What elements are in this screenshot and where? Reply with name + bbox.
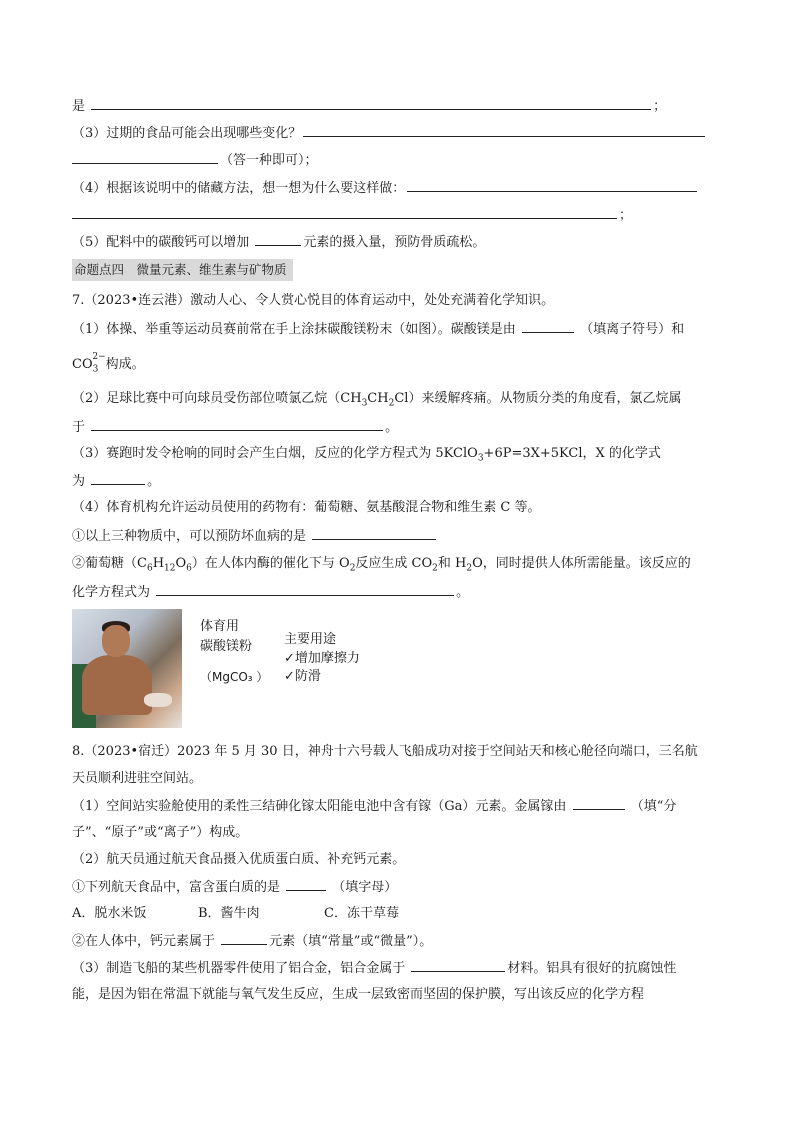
q7-p2-text-a: （2）足球比赛中可向球员受伤部位喷氯乙烷（CH xyxy=(72,391,362,406)
answer-blank[interactable] xyxy=(156,581,454,596)
answer-blank[interactable] xyxy=(72,149,218,164)
q7-p4-2-text-c: 反应生成 CO xyxy=(355,556,433,571)
q7-p4-1-text: ①以上三种物质中，可以预防坏血病的是 xyxy=(72,529,307,544)
q7-p2-text-tail: ）来缓解疼痛。从物质分类的角度看，氯乙烷属 xyxy=(408,391,682,406)
q7-p4-2-text-f: 化学方程式为 xyxy=(72,585,151,600)
answer-blank[interactable] xyxy=(72,204,617,219)
q7-p3-end: 。 xyxy=(147,474,161,489)
q7-p3-text-c: 为 xyxy=(72,474,86,489)
q7-p4-2-end: 。 xyxy=(456,585,470,600)
q8-p2-1-text-b: （填字母） xyxy=(332,880,398,895)
answer-blank[interactable] xyxy=(91,470,145,485)
q6-line1 xyxy=(72,95,722,117)
figure-uses-title: 主要用途 xyxy=(284,632,337,647)
q8-p1-cont: 子”、“原子”或“离子”）构成。 xyxy=(72,825,249,840)
option-b[interactable]: B．酱牛肉 xyxy=(198,906,260,921)
q7-p3: （3）赛跑时发令枪响的同时会产生白烟，反应的化学方程式为 5KClO$_3$+6P=3X+5KCl，X 的化学式 xyxy=(72,446,661,464)
q7-p2-cont xyxy=(72,416,722,438)
q8-options xyxy=(72,903,722,925)
q8-p1 xyxy=(72,795,722,817)
q7-intro: 7.（2023•连云港）激动人心、令人赏心悦目的体育运动中，处处充满着化学知识。 xyxy=(72,293,555,308)
q8-p2-1-text-a: ①下列航天食品中，富含蛋白质的是 xyxy=(72,880,281,895)
answer-blank[interactable] xyxy=(303,122,705,137)
q8-p2: （2）航天员通过航天食品摄入优质蛋白质、补充钙元素。 xyxy=(72,852,406,867)
q8-p1-text-a: （1）空间站实验舱使用的柔性三结砷化镓太阳能电池中含有镓（Ga）元素。金属镓由 xyxy=(72,799,567,814)
q6-p5 xyxy=(72,231,722,253)
q7-p3-cont xyxy=(72,470,722,492)
q7-p3-text-a: （3）赛跑时发令枪响的同时会产生白烟，反应的化学方程式为 5KClO xyxy=(72,446,478,461)
q8-p3-text-b: 材料。铝具有很好的抗腐蚀性 xyxy=(507,961,677,976)
answer-blank[interactable] xyxy=(522,318,574,333)
section-title: 命题点四 微量元素、维生素与矿物质 xyxy=(72,259,293,281)
q7-p3-text-b: +6P=3X+5KCl，X 的化学式 xyxy=(483,446,661,461)
figure-use-2: ✓防滑 xyxy=(284,669,321,684)
q6-p4-text: （4）根据该说明中的储藏方法，想一想为什么要这样做： xyxy=(72,181,406,196)
q6-p3-text: （3）过期的食品可能会出现哪些变化？ xyxy=(72,126,302,141)
answer-blank[interactable] xyxy=(407,177,697,192)
q7-p1-text-b: （填离子符号）和 xyxy=(580,322,685,337)
q7-p4-2-text-d: 和 H xyxy=(437,556,467,571)
athlete-photo xyxy=(72,609,182,728)
q8-intro-b: 天员顺利进驻空间站。 xyxy=(72,771,203,786)
figure-formula: （MgCO₃ ） xyxy=(200,670,269,684)
answer-blank[interactable] xyxy=(221,930,267,945)
q7-p4-2-text-a: ②葡萄糖（C xyxy=(72,556,147,571)
q6-p5-text-a: （5）配料中的碳酸钙可以增加 xyxy=(72,235,250,250)
q8-p3 xyxy=(72,957,722,979)
q6-p3 xyxy=(72,122,722,144)
q7-p1-text-a: （1）体操、举重等运动员赛前常在手上涂抹碳酸镁粉末（如图）。碳酸镁是由 xyxy=(72,322,516,337)
option-c[interactable]: C．冻干草莓 xyxy=(324,906,399,921)
q8-p2-1 xyxy=(72,876,722,898)
figure-use-1: ✓增加摩擦力 xyxy=(284,651,360,666)
q7-p4-2: ②葡萄糖$(C_6H_{12}O_6)$在人体内酶的催化下与 $O_2$反应生成 $CO_2$和 $H_2O$，同时提供人体所需能量。该反应的 xyxy=(72,556,691,574)
q8-p3-text-a: （3）制造飞船的某些机器零件使用了铝合金，铝合金属于 xyxy=(72,961,406,976)
q7-p4-2-cont xyxy=(72,581,722,603)
q7-p2-end: 。 xyxy=(385,420,399,435)
q8-p2-2-text-a: ②在人体中，钙元素属于 xyxy=(72,934,216,949)
q7-p4: （4）体育机构允许运动员使用的药物有：葡萄糖、氨基酸混合物和维生素 C 等。 xyxy=(72,500,541,515)
answer-blank[interactable] xyxy=(91,416,383,431)
q6-p5-text-b: 元素的摄入量，预防骨质疏松。 xyxy=(303,235,486,250)
q8-p2-2 xyxy=(72,930,722,952)
q7-p2: （2）足球比赛中可向球员受伤部位喷氯乙烷$(CH_3CH_2Cl)$来缓解疼痛。从物质分类的角度看，氯乙烷属 xyxy=(72,391,682,409)
q7-p1-text-c: 构成。 xyxy=(105,357,145,373)
option-a[interactable]: A．脱水米饭 xyxy=(72,906,147,921)
q6-p4-cont xyxy=(72,204,722,226)
q6-line1-suffix: ； xyxy=(653,99,667,114)
q7-p4-1 xyxy=(72,525,722,547)
answer-blank[interactable] xyxy=(286,876,326,891)
q8-p3-cont: 能，是因为铝在常温下就能与氧气发生反应，生成一层致密而坚固的保护膜，写出该反应的化学方程 xyxy=(72,987,645,1002)
answer-blank[interactable] xyxy=(91,95,651,110)
q6-line1-prefix: 是 xyxy=(72,99,86,114)
answer-blank[interactable] xyxy=(255,231,301,246)
carbonate-ion: $CO_3^{2-}$ xyxy=(72,352,106,375)
q6-p4-suffix: ； xyxy=(619,208,633,223)
q6-p3-cont xyxy=(72,149,722,171)
q7-p4-2-text-e: O，同时提供人体所需能量。该反应的 xyxy=(472,556,691,571)
q6-p4 xyxy=(72,177,722,199)
q8-p2-2-text-b: 元素（填“常量”或“微量”）。 xyxy=(269,934,433,949)
q6-p3-suffix: （答一种即可）； xyxy=(220,153,318,168)
q8-intro-a: 8.（2023•宿迁）2023 年 5 月 30 日，神舟十六号载人飞船成功对接于空间站天和核心舱径向端口，三名航 xyxy=(72,744,698,759)
q8-p1-text-b: （填“分 xyxy=(630,799,677,814)
answer-blank[interactable] xyxy=(573,795,625,810)
q7-p1 xyxy=(72,318,722,340)
answer-blank[interactable] xyxy=(411,957,505,972)
q7-p1-cont xyxy=(72,350,722,375)
figure-label-1: 体育用 xyxy=(200,619,240,634)
figure-label-2: 碳酸镁粉 xyxy=(200,639,253,654)
answer-blank[interactable] xyxy=(312,525,436,540)
q7-p4-2-text-b: ）在人体内酶的催化下与 O xyxy=(191,556,350,571)
q7-p2-text-b: 于 xyxy=(72,420,86,435)
